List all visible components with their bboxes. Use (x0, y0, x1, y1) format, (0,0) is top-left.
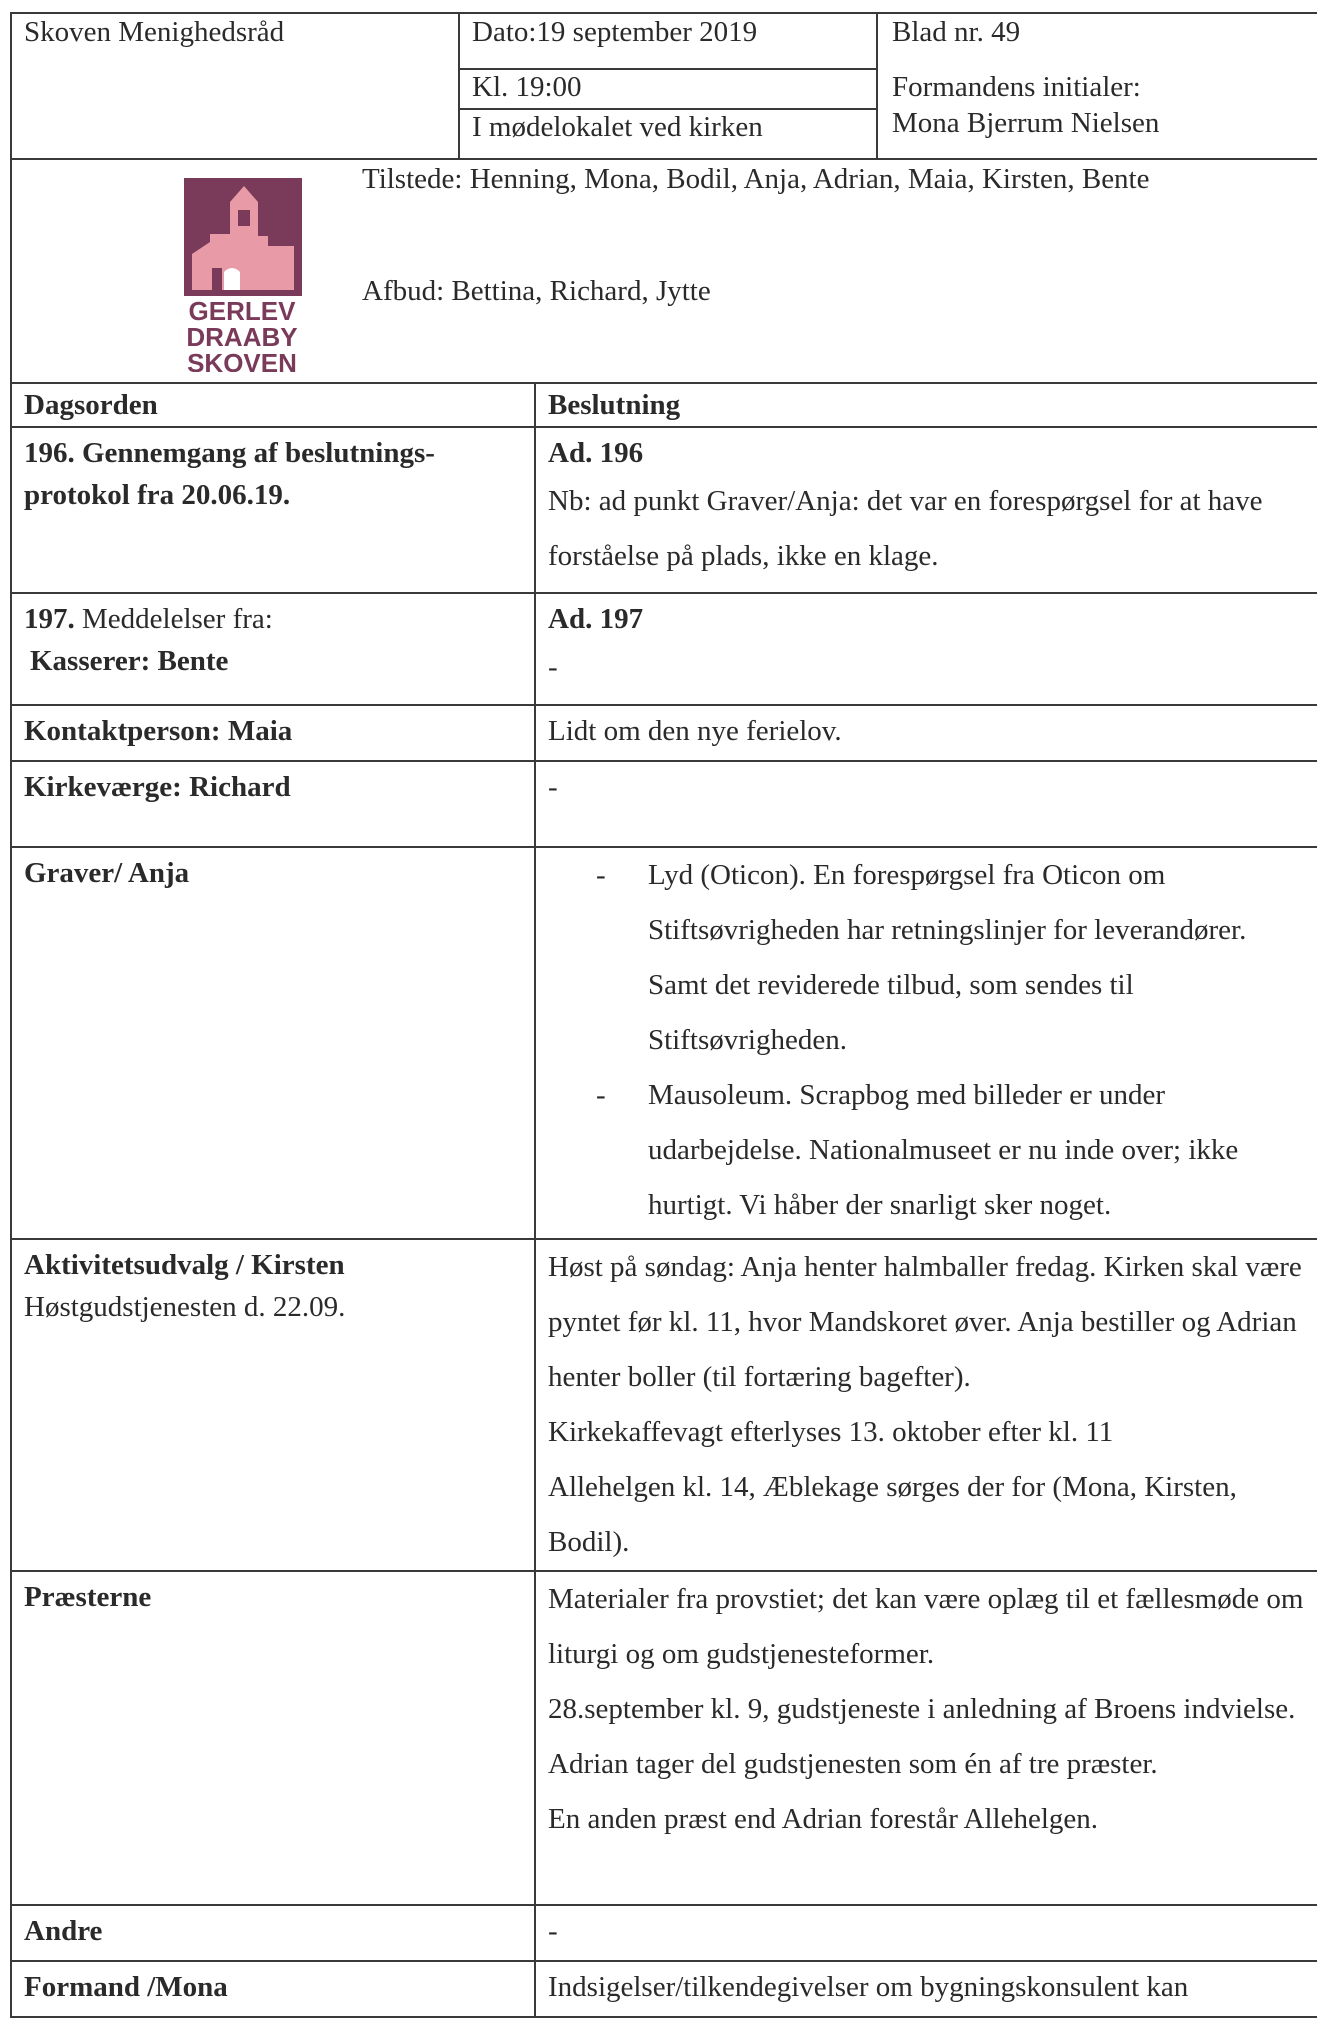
table-row (11, 1961, 1317, 2017)
agenda-item-chair: Formand /Mona (11, 1961, 535, 2017)
logo-line-2: DRAABY (186, 322, 298, 352)
table-row (11, 593, 1317, 705)
absent-list: Afbud: Bettina, Richard, Jytte (362, 275, 711, 307)
list-item (548, 848, 1305, 1068)
agenda-number-197: 197. (24, 603, 75, 635)
bullet-dash: - (596, 1079, 606, 1111)
column-header-agenda: Dagsorden (11, 383, 535, 427)
agenda-text-activities: Aktivitetsudvalg / Kirsten (24, 1249, 345, 1281)
sheet-number: Blad nr. 49 (892, 16, 1021, 48)
meeting-time: Kl. 19:00 (472, 71, 582, 103)
column-header-decision: Beslutning (535, 383, 1317, 427)
table-row (11, 761, 1317, 847)
logo-line-1: GERLEV (188, 296, 296, 326)
decision-title-196: Ad. 196 (548, 437, 644, 469)
meeting-date: Dato:19 september 2019 (472, 16, 758, 48)
logo-line-3: SKOVEN (187, 348, 297, 372)
table-row (11, 847, 1317, 1239)
table-row (11, 705, 1317, 761)
decision-paragraph: Allehelgen kl. 14, Æblekage sørges der for (Mona, Kirsten, Bodil). (548, 1471, 1237, 1558)
decision-paragraph: En anden præst end Adrian forestår Allehelgen. (548, 1803, 1099, 1835)
bullet-text: Mausoleum. Scrapbog med billeder er under udarbejdelse. Nationalmuseet er nu inde over; ikke hurtigt. Vi håber der snarligt sker noget. (648, 1079, 1239, 1221)
chair-initials-label: Formandens initialer: (892, 71, 1141, 103)
present-list: Tilstede: Henning, Mona, Bodil, Anja, Adrian, Maia, Kirsten, Bente (362, 163, 1150, 195)
bullet-text: Lyd (Oticon). En forespørgsel fra Oticon om Stiftsøvrigheden har retningslinjer for leverandører. Samt det reviderede tilbud, som sendes til Stiftsøvrigheden. (648, 859, 1247, 1056)
decision-priests (535, 1571, 1317, 1905)
decision-chair: Indsigelser/tilkendegivelser om bygningskonsulent kan (535, 1961, 1317, 2017)
decision-title-197: Ad. 197 (548, 603, 644, 635)
agenda-item-activities (11, 1239, 535, 1571)
decision-contact: Lidt om den nye ferielov. (535, 705, 1317, 761)
meeting-location: I mødelokalet ved kirken (472, 111, 763, 143)
agenda-text-197: Meddelelser fra: (82, 603, 273, 635)
decision-churchwarden: - (535, 761, 1317, 847)
agenda-sub-197: Kasserer: Bente (30, 645, 229, 677)
agenda-item-priests: Præsterne (11, 1571, 535, 1905)
agenda-item-196: 196. Gennemgang af beslutnings-protokol fra 20.06.19. (11, 427, 535, 593)
agenda-item-churchwarden: Kirkeværge: Richard (11, 761, 535, 847)
decision-paragraph: Kirkekaffevagt efterlyses 13. oktober efter kl. 11 (548, 1416, 1114, 1448)
agenda-sub-activities: Høstgudstjenesten d. 22.09. (24, 1291, 346, 1323)
decision-196 (535, 427, 1317, 593)
council-name: Skoven Menighedsråd (24, 16, 285, 48)
agenda-item-197 (11, 593, 535, 705)
decision-paragraph: Materialer fra provstiet; det kan være oplæg til et fællesmøde om liturgi og om gudstjenesteformer. (548, 1583, 1304, 1670)
decision-text-196: Nb: ad punkt Graver/Anja: det var en forespørgsel for at have forståelse på plads, ikke en klage. (548, 485, 1263, 572)
attendance-block (10, 160, 1317, 382)
decision-paragraph: Høst på søndag: Anja henter halmballer fredag. Kirken skal være pyntet før kl. 11, hvor Mandskoret øver. Anja bestiller og Adrian henter boller (til fortæring bagefter). (548, 1251, 1302, 1393)
agenda-table (10, 382, 1317, 2018)
list-item (548, 1068, 1305, 1233)
decision-text-197: - (548, 651, 558, 683)
agenda-item-contact: Kontaktperson: Maia (11, 705, 535, 761)
table-row (11, 1571, 1317, 1905)
table-header-row (11, 383, 1317, 427)
agenda-item-gravedigger: Graver/ Anja (11, 847, 535, 1239)
church-logo (172, 172, 312, 372)
decision-gravedigger (535, 847, 1317, 1239)
table-row (11, 1905, 1317, 1961)
decision-197 (535, 593, 1317, 705)
decision-activities (535, 1239, 1317, 1571)
table-row (11, 1239, 1317, 1571)
agenda-item-others: Andre (11, 1905, 535, 1961)
bullet-dash: - (596, 859, 606, 891)
chair-name: Mona Bjerrum Nielsen (892, 107, 1160, 139)
header-block (10, 12, 1317, 160)
decision-others: - (535, 1905, 1317, 1961)
decision-paragraph: 28.september kl. 9, gudstjeneste i anledning af Broens indvielse. Adrian tager del gudstjenesten som én af tre præster. (548, 1693, 1296, 1780)
table-row (11, 427, 1317, 593)
